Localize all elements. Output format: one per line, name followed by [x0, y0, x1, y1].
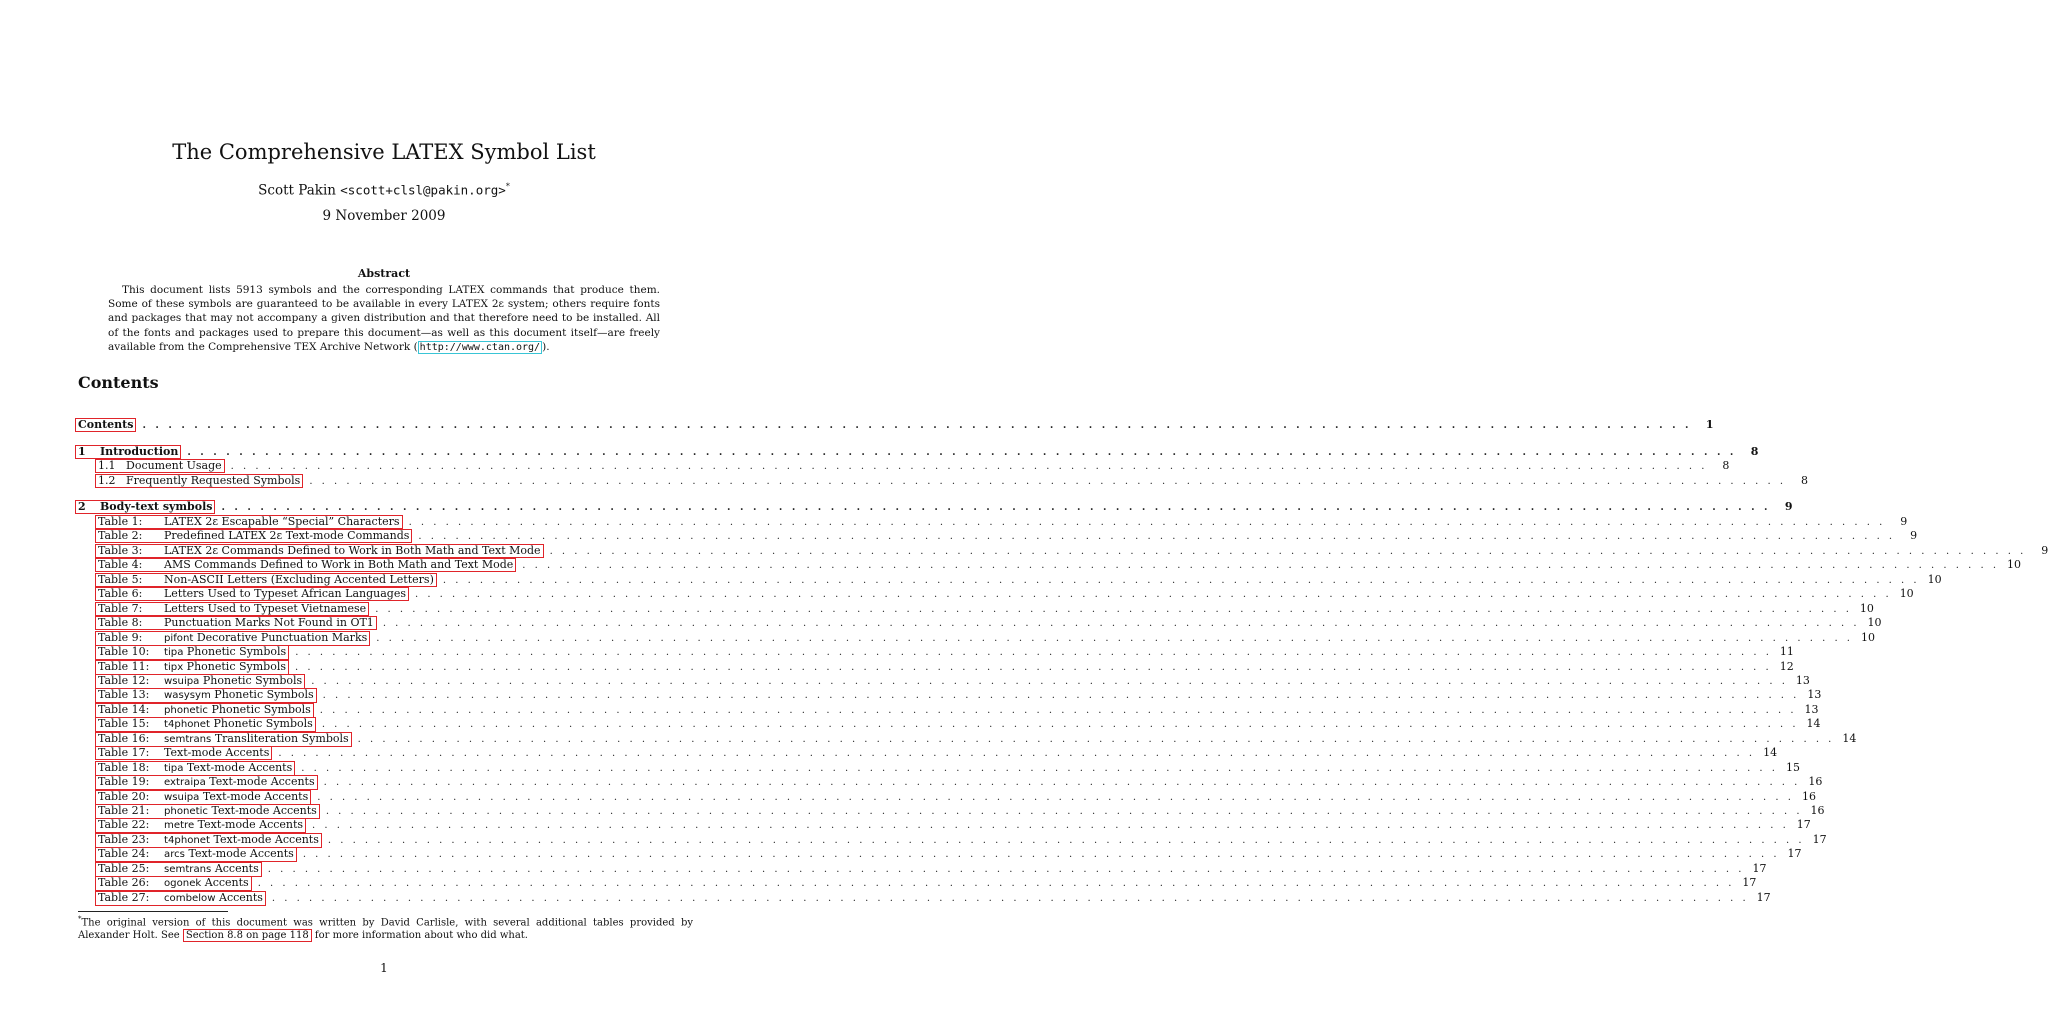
toc-table-package: pifont [164, 632, 194, 644]
toc-leader: . . . . . . . . . . . . . . . . . . . . . . . . . . . . . . . . . . . . . . . . . . . . . . . . . . . . . . . . . . . . . . . . . . . . . . . . . . . . . . . . . . . . . . . . . . . . . . . . . . . . . . . . . . . . . . . . . . . . . . . . [230, 461, 1708, 472]
toc-table-title: Accents [211, 861, 259, 875]
toc-table-link[interactable] [95, 775, 318, 790]
toc-table-link[interactable] [95, 573, 437, 587]
toc-table-title: Phonetic Symbols [183, 645, 287, 659]
toc-section-1-link[interactable]: 1 Introduction [75, 445, 181, 459]
toc-table-title: Text-mode Accents [194, 818, 304, 832]
toc-page: 10 [1927, 572, 1942, 586]
toc-table-number: Table 23: [98, 832, 150, 846]
toc-table-title: Phonetic Symbols [210, 688, 314, 702]
toc-table-link[interactable] [95, 717, 316, 732]
toc-page: 17 [1752, 861, 1767, 875]
toc-table-title: LATEX 2ε Commands Defined to Work in Both Math and Text Mode [164, 543, 541, 557]
toc-leader: . . . . . . . . . . . . . . . . . . . . . . . . . . . . . . . . . . . . . . . . . . . . . . . . . . . . . . . . . . . . . . . . . . . . . . . . . . . . . . . . . . . . . . . . . . . . . . . . . . . . . . . . . . . . . . . . . . . . . . . . [267, 863, 1745, 875]
toc-leader: . . . . . . . . . . . . . . . . . . . . . . . . . . . . . . . . . . . . . . . . . . . . . . . . . . . . . . . . . . . . . . . . . . . . . . . . . . . . . . . . . . . . . . . . . . . . . . . . . . . . . . . . . . . . . . . . . . . . . . . . [522, 560, 1999, 572]
abstract-end: ). [542, 340, 550, 353]
toc-table-link[interactable] [95, 631, 370, 646]
toc-table-title: Accents [215, 890, 263, 904]
toc-table-link[interactable] [95, 818, 306, 833]
footnote-text: The original version of this document was written by David Carlisle, with several additional tables provided by Alexander Holt. See [78, 917, 693, 942]
toc-leader: . . . . . . . . . . . . . . . . . . . . . . . . . . . . . . . . . . . . . . . . . . . . . . . . . . . . . . . . . . . . . . . . . . . . . . . . . . . . . . . . . . . . . . . . . . . . . . . . . . . . . . . . . . . . . . . . . . . . . . . . [271, 892, 1749, 904]
toc-section-2[interactable] [75, 500, 1793, 514]
toc-table-entry[interactable] [95, 659, 1794, 674]
toc-table-number: Table 22: [98, 818, 150, 832]
toc-leader: . . . . . . . . . . . . . . . . . . . . . . . . . . . . . . . . . . . . . . . . . . . . . . . . . . . . . . . . . . . . . . . . . . . . . . . . . . . . . . . . . . . . . . . . . . . . . . . . . . . . . . . . . . . . . . . . . . . . . . . . [323, 777, 1801, 789]
toc-leader: . . . . . . . . . . . . . . . . . . . . . . . . . . . . . . . . . . . . . . . . . . . . . . . . . . . . . . . . . . . . . . . . . . . . . . . . . . . . . . . . . . . . . . . . . . . . . . . . . . . . . . . . . . . . . . . . . . . . . . . . [309, 476, 1787, 487]
toc-table-link[interactable] [95, 674, 305, 689]
toc-table-entry[interactable] [95, 587, 1914, 601]
toc-table-title: Letters Used to Typeset Vietnamese [164, 601, 367, 615]
toc-table-entry[interactable] [95, 688, 1822, 702]
toc-leader: . . . . . . . . . . . . . . . . . . . . . . . . . . . . . . . . . . . . . . . . . . . . . . . . . . . . . . . . . . . . . . . . . . . . . . . . . . . . . . . . . . . . . . . . . . . . . . . . . . . . . . . . . . . . . . . . . . . . . . . . [295, 647, 1772, 659]
toc-table-link[interactable] [95, 645, 289, 660]
toc-leader: . . . . . . . . . . . . . . . . . . . . . . . . . . . . . . . . . . . . . . . . . . . . . . . . . . . . . . . . . . . . . . . . . . . . . . . . . . . . . . . . . . . . . . . . . . . . . . . . . . . . . . . . . . . . . . . . . . . . . . . . [327, 834, 1805, 846]
toc-table-number: Table 5: [98, 572, 143, 586]
toc-table-number: Table 18: [98, 760, 150, 774]
toc-page: 8 [1750, 445, 1759, 458]
toc-table-entry[interactable] [95, 818, 1811, 832]
toc-page: 16 [1810, 804, 1825, 817]
toc-leader: . . . . . . . . . . . . . . . . . . . . . . . . . . . . . . . . . . . . . . . . . . . . . . . . . . . . . . . . . . . . . . . . . . . . . . . . . . . . . . . . . . . . . . . . . . . . . . . . . . . . . . . . . . . . . . . . . . . . . . . . [257, 878, 1735, 890]
toc-table-link[interactable] [95, 703, 314, 718]
toc-contents-entry[interactable] [75, 418, 1714, 432]
abstract-body: This document lists 5913 symbols and the corresponding LATEX commands that produce them. Some of these symbols are guaranteed to be available in every LATEX 2ε system; others require fonts and packages that may not accompany a given distribution and that therefore need to be installed. All of the fonts and packages used to prepare this document—as well as this document itself—are freely available from the Comprehensive TEX Archive Network ( [108, 284, 660, 353]
toc-table-number: Table 24: [98, 847, 150, 861]
toc-leader: . . . . . . . . . . . . . . . . . . . . . . . . . . . . . . . . . . . . . . . . . . . . . . . . . . . . . . . . . . . . . . . . . . . . . . . . . . . . . . . . . . . . . . . . . . . . . . . . . . . . . . . . . . . . . . . . . . . . . . . . [321, 719, 1799, 731]
toc-table-title: Letters Used to Typeset African Languages [164, 587, 406, 601]
toc-page: 17 [1742, 876, 1757, 890]
toc-table-title: Text-mode Accents [207, 804, 317, 817]
toc-table-entry[interactable] [95, 847, 1802, 861]
abstract-heading: Abstract [357, 267, 411, 280]
toc-leader: . . . . . . . . . . . . . . . . . . . . . . . . . . . . . . . . . . . . . . . . . . . . . . . . . . . . . . . . . . . . . . . . . . . . . . . . . . . . . . . . . . . . . . . . . . . . . . . . . . . . . . . . . . . . . . . . . . . . . . . . [301, 762, 1778, 774]
toc-page: 9 [1910, 529, 1918, 543]
toc-table-number: Table 8: [98, 616, 143, 630]
toc-page: 12 [1779, 659, 1794, 673]
toc-table-package: t4phonet [164, 719, 210, 731]
toc-table-title: Transliteration Symbols [211, 731, 349, 745]
toc-table-link[interactable] [95, 558, 516, 572]
toc-leader: . . . . . . . . . . . . . . . . . . . . . . . . . . . . . . . . . . . . . . . . . . . . . . . . . . . . . . . . . . . . . . . . . . . . . . . . . . . . . . . . . . . . . . . . . . . . . . . . . . . . . . . . . . . . . . . . . . . . . . . . [317, 791, 1794, 803]
toc-table-package: semtrans [164, 733, 212, 745]
toc-page: 8 [1801, 474, 1809, 487]
toc-table-package: phonetic [164, 704, 208, 716]
toc-table-title: Predefined LATEX 2ε Text-mode Commands [164, 529, 410, 543]
toc-table-number: Table 15: [98, 717, 150, 731]
document-title: The Comprehensive LATEX Symbol List [172, 140, 596, 164]
toc-table-title: Phonetic Symbols [199, 673, 303, 687]
toc-table-number: Table 25: [98, 861, 150, 875]
toc-table-entry[interactable] [95, 804, 1825, 818]
footnote-rule [78, 911, 228, 912]
toc-table-number: Table 7: [98, 601, 143, 615]
toc-page: 10 [1899, 587, 1914, 601]
abstract-text [108, 283, 660, 355]
toc-table-number: Table 26: [98, 876, 150, 890]
toc-table-title: Text-mode Accents [184, 847, 294, 861]
toc-table-title: Phonetic Symbols [183, 659, 286, 673]
toc-page: 13 [1795, 673, 1810, 687]
toc-table-entry[interactable] [95, 543, 2048, 558]
toc-table-entry[interactable] [95, 645, 1794, 659]
toc-table-number: Table 21: [98, 804, 150, 817]
toc-table-number: Table 20: [98, 789, 150, 803]
toc-table-number: Table 2: [98, 529, 143, 543]
toc-leader: . . . . . . . . . . . . . . . . . . . . . . . . . . . . . . . . . . . . . . . . . . . . . . . . . . . . . . . . . . . . . . . . . . . . . . . . . . . . . . . . . . . . . . . . . . . . . . . . . . . . . . . . . . . . . . . . . . . . . . . . [549, 545, 2027, 557]
toc-leader: . . . . . . . . . . . . . . . . . . . . . . . . . . . . . . . . . . . . . . . . . . . . . . . . . . . . . . . . . . . . . . . . . . . . . . . . . . . . . . . . . . . . . . . . . . . . . . . . . . . . . . . . . . . . . . . . . . . . . . . . [376, 632, 1853, 644]
toc-table-entry[interactable] [95, 558, 2021, 572]
toc-page: 10 [1859, 601, 1874, 615]
toc-table-entry[interactable] [95, 616, 1882, 630]
toc-page: 10 [1860, 630, 1875, 644]
toc-table-number: Table 14: [98, 702, 150, 716]
toc-section-1[interactable] [75, 445, 1759, 459]
toc-leader: . . . . . . . . . . . . . . . . . . . . . . . . . . . . . . . . . . . . . . . . . . . . . . . . . . . . . . . . . . . . . . . . . . . . . . . . . . . . . . . . . . . . . . . . . . . . . . . . . . . . . . . . . . . . . . . . . . . . . . . . [278, 748, 1756, 760]
contents-heading: Contents [78, 373, 159, 392]
toc-table-link[interactable] [95, 515, 403, 529]
toc-table-link[interactable] [95, 891, 266, 906]
toc-table-entry[interactable] [95, 601, 1874, 616]
toc-table-title: Text-mode Accents [183, 760, 293, 774]
toc-leader: . . . . . . . . . . . . . . . . . . . . . . . . . . . . . . . . . . . . . . . . . . . . . . . . . . . . . . . . . . . . . . . . . . . . . . . . . . . . . . . . . . . . . . . . . . . . . . . . . . . . . . . . . . . . . . . . . . . . . . . . [319, 704, 1797, 716]
toc-table-link[interactable] [95, 587, 409, 601]
toc-table-title: Text-mode Accents [210, 832, 319, 846]
toc-table-entry[interactable] [95, 630, 1875, 645]
toc-table-title: Text-mode Accents [164, 746, 270, 760]
toc-table-package: arcs [164, 849, 185, 861]
toc-table-package: tipa [164, 762, 184, 774]
toc-leader: . . . . . . . . . . . . . . . . . . . . . . . . . . . . . . . . . . . . . . . . . . . . . . . . . . . . . . . . . . . . . . . . . . . . . . . . . . . . . . . . . . . . . . . . . . . . . . . . . . . . . . . . . . . . . . . . . . . . . . . . [375, 603, 1852, 615]
toc-leader: . . . . . . . . . . . . . . . . . . . . . . . . . . . . . . . . . . . . . . . . . . . . . . . . . . . . . . . . . . . . . . . . . . . . . . . . . . . . . . . . . . . . . . . . . . . . . . . . . . . . . . . . . . . . . . . . . . . . . . . . [382, 618, 1860, 630]
toc-page: 16 [1801, 789, 1816, 803]
page-number: 1 [380, 961, 388, 975]
toc-table-package: t4phonet [164, 834, 210, 846]
toc-table-entry[interactable] [95, 529, 1918, 543]
toc-table-package: wasysym [164, 690, 211, 702]
author-name: Scott Pakin [258, 182, 336, 199]
toc-table-title: AMS Commands Defined to Work in Both Math and Text Mode [164, 558, 514, 572]
toc-page: 14 [1806, 717, 1821, 731]
toc-page: 13 [1804, 702, 1819, 716]
toc-page: 10 [1867, 616, 1882, 630]
toc-page: 9 [1784, 500, 1793, 513]
toc-table-number: Table 27: [98, 890, 150, 904]
toc-leader: . . . . . . . . . . . . . . . . . . . . . . . . . . . . . . . . . . . . . . . . . . . . . . . . . . . . . . . . . . . . . . . . . . . . . . . . . . . . . . . . . . . . . . . . . . . . . . . . . . . . . . . . . . . . . . . . . . . . . . . . [311, 675, 1788, 687]
toc-table-title: Decorative Punctuation Marks [193, 630, 368, 644]
toc-table-package: ogonek [164, 878, 202, 890]
toc-leader: . . . . . . . . . . . . . . . . . . . . . . . . . . . . . . . . . . . . . . . . . . . . . . . . . . . . . . . . . . . . . . . . . . . . . . . . . . . . . . . . . . . . . . . . . . . . . . . . . . . . . . . . . . . . . . . . . . . . . . . . [302, 849, 1780, 861]
toc-table-package: semtrans [164, 863, 212, 875]
author-email[interactable]: <scott+clsl@pakin.org> [340, 182, 506, 198]
toc-table-title: Text-mode Accents [205, 775, 315, 789]
toc-subsection-link[interactable]: 1.1 Document Usage [95, 459, 225, 473]
toc-subsection[interactable] [95, 474, 1809, 488]
toc-table-package: tipx [164, 661, 184, 673]
toc-leader: . . . . . . . . . . . . . . . . . . . . . . . . . . . . . . . . . . . . . . . . . . . . . . . . . . . . . . . . . . . . . . . . . . . . . . . . . . . . . . . . . . . . . . . . . . . . . . . . . . . . . . . . . . . . . . . . . . . . . . . . [312, 820, 1789, 832]
toc-table-link[interactable] [95, 660, 289, 675]
toc-table-entry[interactable] [95, 731, 1857, 746]
toc-table-entry[interactable] [95, 515, 1908, 529]
toc-table-link[interactable] [95, 804, 320, 819]
toc-table-number: Table 10: [98, 645, 150, 659]
toc-page: 16 [1808, 775, 1823, 789]
toc-table-entry[interactable] [95, 861, 1767, 876]
toc-table-package: phonetic [164, 806, 208, 817]
ctan-url-link[interactable]: http://www.ctan.org/ [419, 341, 541, 353]
toc-table-package: extraipa [164, 777, 206, 789]
toc-table-link[interactable] [95, 790, 311, 805]
toc-page: 15 [1785, 760, 1800, 774]
toc-page: 8 [1722, 459, 1730, 472]
toc-table-link[interactable] [95, 544, 544, 558]
toc-subsection[interactable] [95, 459, 1730, 473]
toc-table-entry[interactable] [95, 717, 1821, 731]
footnote [78, 913, 693, 942]
toc-table-package: wsuipa [164, 791, 200, 803]
toc-table-entry[interactable] [95, 746, 1778, 760]
toc-table-link[interactable] [95, 688, 317, 703]
toc-leader: . . . . . . . . . . . . . . . . . . . . . . . . . . . . . . . . . . . . . . . . . . . . . . . . . . . . . . . . . . . . . . . . . . . . . . . . . . . . . . . . . . . . . . . . . . . . . . . . . . . . . . . . . . . . . . . . . . . . . . . . [322, 690, 1800, 702]
toc-section-2-link[interactable]: 2 Body-text symbols [75, 500, 215, 514]
toc-page: 9 [2041, 543, 2048, 557]
toc-table-link[interactable] [95, 616, 377, 630]
toc-leader: . . . . . . . . . . . . . . . . . . . . . . . . . . . . . . . . . . . . . . . . . . . . . . . . . . . . . . . . . . . . . . . . . . . . . . . . . . . . . . . . . . . . . . . . . . . . . . . . . . . . . . . . . . . . . . . . . . . . . . . . [221, 502, 1771, 513]
toc-page: 17 [1796, 818, 1811, 832]
toc-leader: . . . . . . . . . . . . . . . . . . . . . . . . . . . . . . . . . . . . . . . . . . . . . . . . . . . . . . . . . . . . . . . . . . . . . . . . . . . . . . . . . . . . . . . . . . . . . . . . . . . . . . . . . . . . . . . . . . . . . . . . [408, 517, 1886, 528]
toc-table-number: Table 13: [98, 688, 150, 702]
toc-page: 17 [1812, 832, 1827, 846]
footnote-end: for more information about who did what. [311, 930, 528, 942]
toc-table-package: combelow [164, 892, 216, 904]
toc-table-link[interactable] [95, 876, 252, 891]
toc-table-link[interactable] [95, 602, 369, 616]
author-footnote-mark[interactable]: * [505, 182, 510, 191]
toc-table-entry[interactable] [95, 890, 1771, 905]
toc-table-package: tipa [164, 647, 184, 659]
toc-page: 14 [1763, 746, 1778, 760]
toc-table-entry[interactable] [95, 876, 1757, 890]
toc-table-title: LATEX 2ε Escapable “Special” Characters [164, 515, 400, 528]
toc-page: 17 [1787, 847, 1802, 861]
toc-page: 13 [1807, 688, 1822, 702]
toc-table-number: Table 1: [98, 515, 143, 528]
toc-table-number: Table 17: [98, 746, 150, 760]
toc-table-title: Punctuation Marks Not Found in OT1 [164, 616, 374, 630]
toc-table-number: Table 9: [98, 630, 143, 644]
toc-leader: . . . . . . . . . . . . . . . . . . . . . . . . . . . . . . . . . . . . . . . . . . . . . . . . . . . . . . . . . . . . . . . . . . . . . . . . . . . . . . . . . . . . . . . . . . . . . . . . . . . . . . . . . . . . . . . . . . . . . . . . [442, 574, 1920, 586]
toc-table-title: Phonetic Symbols [210, 717, 313, 731]
toc-leader: . . . . . . . . . . . . . . . . . . . . . . . . . . . . . . . . . . . . . . . . . . . . . . . . . . . . . . . . . . . . . . . . . . . . . . . . . . . . . . . . . . . . . . . . . . . . . . . . . . . . . . . . . . . . . . . . . . . . . . . . [142, 420, 1692, 431]
toc-leader: . . . . . . . . . . . . . . . . . . . . . . . . . . . . . . . . . . . . . . . . . . . . . . . . . . . . . . . . . . . . . . . . . . . . . . . . . . . . . . . . . . . . . . . . . . . . . . . . . . . . . . . . . . . . . . . . . . . . . . . . [414, 589, 1892, 601]
toc-table-number: Table 4: [98, 558, 143, 572]
toc-page: 11 [1779, 645, 1794, 659]
toc-table-entry[interactable] [95, 789, 1816, 804]
toc-table-entry[interactable] [95, 760, 1800, 775]
toc-table-number: Table 6: [98, 587, 143, 601]
toc-table-number: Table 3: [98, 543, 143, 557]
toc-table-link[interactable] [95, 746, 272, 760]
toc-table-number: Table 19: [98, 775, 150, 789]
toc-table-entry[interactable] [95, 673, 1810, 688]
toc-table-title: Phonetic Symbols [207, 702, 311, 716]
toc-table-link[interactable] [95, 761, 295, 776]
toc-table-entry[interactable] [95, 572, 1942, 587]
toc-table-title: Accents [201, 876, 249, 890]
toc-table-entry[interactable] [95, 832, 1827, 847]
toc-table-link[interactable] [95, 862, 262, 877]
toc-page: 1 [1705, 418, 1714, 431]
document-date: 9 November 2009 [322, 208, 446, 224]
toc-subsection-link[interactable]: 1.2 Frequently Requested Symbols [95, 474, 303, 488]
toc-table-link[interactable] [95, 833, 322, 848]
toc-page: 17 [1756, 890, 1771, 904]
toc-table-number: Table 12: [98, 673, 150, 687]
toc-table-number: Table 16: [98, 731, 150, 745]
toc-contents-link[interactable]: Contents [75, 418, 136, 432]
toc-leader: . . . . . . . . . . . . . . . . . . . . . . . . . . . . . . . . . . . . . . . . . . . . . . . . . . . . . . . . . . . . . . . . . . . . . . . . . . . . . . . . . . . . . . . . . . . . . . . . . . . . . . . . . . . . . . . . . . . . . . . . [187, 447, 1737, 458]
toc-table-title: Non-ASCII Letters (Excluding Accented Letters) [164, 572, 434, 586]
footnote-section-link[interactable]: Section 8.8 on page 118 [183, 929, 312, 942]
toc-table-link[interactable] [95, 529, 412, 543]
toc-page: 9 [1900, 515, 1908, 528]
toc-table-link[interactable] [95, 847, 297, 862]
toc-leader: . . . . . . . . . . . . . . . . . . . . . . . . . . . . . . . . . . . . . . . . . . . . . . . . . . . . . . . . . . . . . . . . . . . . . . . . . . . . . . . . . . . . . . . . . . . . . . . . . . . . . . . . . . . . . . . . . . . . . . . . [418, 531, 1896, 543]
toc-leader: . . . . . . . . . . . . . . . . . . . . . . . . . . . . . . . . . . . . . . . . . . . . . . . . . . . . . . . . . . . . . . . . . . . . . . . . . . . . . . . . . . . . . . . . . . . . . . . . . . . . . . . . . . . . . . . . . . . . . . . . [325, 806, 1803, 817]
footnote-mark: * [78, 915, 82, 923]
toc-table-package: metre [164, 820, 195, 832]
toc-page: 14 [1842, 731, 1857, 745]
toc-table-number: Table 11: [98, 659, 150, 673]
toc-leader: . . . . . . . . . . . . . . . . . . . . . . . . . . . . . . . . . . . . . . . . . . . . . . . . . . . . . . . . . . . . . . . . . . . . . . . . . . . . . . . . . . . . . . . . . . . . . . . . . . . . . . . . . . . . . . . . . . . . . . . . [295, 661, 1772, 673]
toc-page: 10 [2007, 558, 2021, 572]
toc-leader: . . . . . . . . . . . . . . . . . . . . . . . . . . . . . . . . . . . . . . . . . . . . . . . . . . . . . . . . . . . . . . . . . . . . . . . . . . . . . . . . . . . . . . . . . . . . . . . . . . . . . . . . . . . . . . . . . . . . . . . . [357, 733, 1835, 745]
toc-table-package: wsuipa [164, 675, 200, 687]
toc-table-link[interactable] [95, 732, 352, 747]
toc-table-entry[interactable] [95, 775, 1823, 789]
author-line [0, 182, 768, 199]
toc-table-title: Text-mode Accents [199, 789, 309, 803]
toc-table-entry[interactable] [95, 702, 1819, 717]
